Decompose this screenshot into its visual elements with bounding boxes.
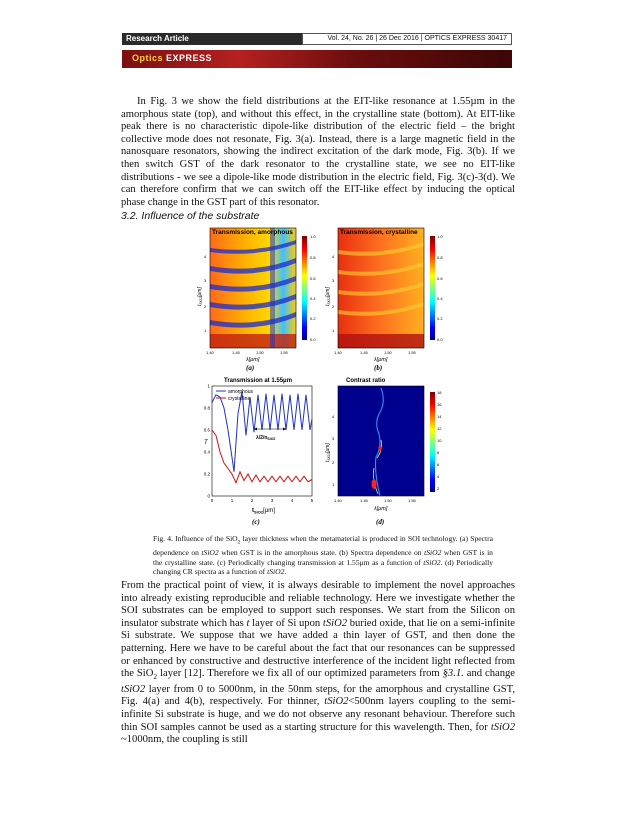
y-tick: 1 — [332, 328, 335, 333]
x-tick: 1.45 — [232, 350, 240, 355]
x-tick: 1.40 — [206, 350, 214, 355]
cbar-d-tick: 6 — [437, 462, 440, 467]
x-tick: 1.55 — [280, 350, 288, 355]
panel-a-title: Transmission, amorphous — [212, 229, 293, 236]
y-tick-c: 0.6 — [203, 427, 210, 433]
cbar-d-tick: 16 — [437, 402, 442, 407]
panel-b-label: (b) — [374, 364, 383, 372]
y-tick: 2 — [204, 304, 207, 309]
y-axis-label-c: T — [204, 440, 208, 446]
panel-a-colorbar — [302, 236, 307, 340]
x-tick: 1.50 — [384, 350, 392, 355]
cbar-d-tick: 12 — [437, 426, 442, 431]
y-tick: 4 — [332, 254, 335, 259]
y-tick-c: 0.4 — [203, 449, 210, 455]
period-annotation: $\lambda/2/n_{SiO2}$ — [256, 435, 276, 441]
section-label: Research Article — [126, 34, 189, 43]
cbar-a-tick: 0.0 — [310, 337, 316, 342]
panel-d-title: Contrast ratio — [346, 378, 386, 384]
x-axis-label: λ[μm] — [374, 506, 388, 512]
cbar-a-tick: 0.8 — [310, 255, 316, 260]
y-tick-c: 0.8 — [203, 405, 210, 411]
x-axis-label: λ[μm] — [246, 357, 260, 363]
y-axis-label — [197, 287, 203, 306]
figure-caption: Fig. 4. Influence of the SiO$_2$ layer thickness when the metamaterial is produced in SOI technology. (a) Spectra dependence on tSiO2 when GST is in the amorphous state. (b) Spectra dependence on tSiO2 when GST is in the crystalline state. (c) Periodically changing transmission at 1.55μm as a function of tSiO2. (d) Periodically changing CR spectra as a function of tSiO2. — [153, 534, 494, 577]
paragraph-fig3: In Fig. 3 we show the field distributions at the EIT-like resonance at 1.55µm in the amorphous state (top), and without this effect, in the crystalline state (bottom). At EIT-like peak there is no characteristic dipole-like distribution of the electric field – the bright collective mode does not resonate, Fig. 3(a). Instead, there is a large magnetic field in the nanosquare resonators, showing the indirect excitation of the dark mode, Fig. 3(b). If we then switch GST of the dark resonator to the crystalline state, we see no EIT-like distributions - we see a dipole-like mode distribution in the electric field, Fig. 3(c)-3(d). We can therefore confirm that we can switch off the EIT-like effect by inducing the optical phase change in the GST part of this resonator. — [121, 96, 515, 208]
svg-text:tSiO2[μm]: $t_{SiO2}[\mu m]$ — [197, 287, 203, 306]
x-tick-c: 2 — [250, 498, 254, 503]
cbar-d-tick: 8 — [437, 450, 440, 455]
svg-text:tSiO2[μm]: $t_{SiO2}[\mu m]$ — [325, 287, 331, 306]
figure-4 — [196, 222, 446, 528]
x-tick: 1.40 — [334, 350, 342, 355]
panel-a — [197, 228, 316, 372]
journal-reference: Vol. 24, No. 26 | 26 Dec 2016 | OPTICS EXPRESS 30417 — [302, 33, 512, 45]
cbar-a-tick: 0.6 — [310, 276, 316, 281]
x-axis-label: λ[μm] — [374, 357, 388, 363]
y-tick: 3 — [332, 436, 335, 441]
legend-crystalline: crystalline — [228, 396, 251, 402]
cbar-b-tick: 0.8 — [437, 255, 443, 260]
legend-amorphous: amorphous — [228, 389, 254, 395]
y-tick: 1 — [332, 482, 335, 487]
y-tick: 3 — [332, 278, 335, 283]
x-tick: 1.55 — [408, 350, 416, 355]
panel-c-title: Transmission at 1.55μm — [224, 378, 293, 384]
cbar-b-tick: 0.2 — [437, 316, 443, 321]
cbar-b-tick: 0.6 — [437, 276, 443, 281]
x-tick-c: 0 — [210, 498, 214, 503]
panel-c-label: (c) — [252, 518, 260, 526]
panel-b — [325, 228, 443, 372]
y-tick-c: 0 — [207, 493, 210, 499]
panel-b-title: Transmission, crystalline — [340, 229, 418, 236]
x-tick: 1.50 — [256, 350, 264, 355]
panel-c — [204, 378, 314, 526]
cbar-a-tick: 0.4 — [310, 296, 316, 301]
x-tick-c: 5 — [310, 498, 314, 503]
cbar-d-tick: 18 — [437, 390, 442, 395]
cbar-a-tick: 1.0 — [310, 234, 316, 239]
cbar-d-tick: 2 — [437, 486, 440, 491]
x-tick: 1.40 — [334, 498, 342, 503]
y-axis-label — [325, 443, 331, 462]
y-tick: 3 — [204, 278, 207, 283]
cbar-b-tick: 0.0 — [437, 337, 443, 342]
panel-d — [325, 378, 442, 526]
journal-logo: Optics EXPRESS — [132, 53, 213, 63]
x-tick-c: 1 — [230, 498, 234, 503]
y-tick-c: 1 — [207, 383, 210, 389]
y-tick: 2 — [332, 460, 335, 465]
cbar-b-tick: 0.4 — [437, 296, 443, 301]
x-tick: 1.45 — [360, 498, 368, 503]
cbar-d-tick: 14 — [437, 414, 442, 419]
y-tick: 4 — [204, 254, 207, 259]
panel-d-label: (d) — [376, 518, 385, 526]
y-tick-c: 0.2 — [203, 471, 210, 477]
y-axis-label — [325, 287, 331, 306]
paragraph-substrate: From the practical point of view, it is always desirable to implement the novel approaches into already existing reproducible and reliable technology. Here we investigate whether the SOI substrates can be employed to support such responses. We start from the Silicon on insulator substrate which has t layer of Si upon tSiO2 buried oxide, that lie on a semi-infinite Si substrate. We suppose that we have added a thin layer of GST, and then done the patterning. Here we have to be careful about the fact that our resonances can be suppressed or enhanced by constructive and destructive interference of the incident light reflected from the SiO$_2$ layer [12]. Therefore we fix all of our optimized parameters from §3.1. and change tSiO2 layer from 0 to 5000nm, in the 50nm steps, for the amorphous and crystalline GST, Fig. 4(a) and 4(b), respectively. For thinner, tSiO2<500nm layers coupling to the semi-infinite Si substrate is huge, and we do not observe any resonant behaviour. Therefore such thin SOI samples cannot be used as a starting structure for this wavelength. Then, for tSiO2 ~1000nm, the coupling is still — [121, 580, 516, 746]
x-axis-label-c: $t_{SiO2}[\mu m]$ — [252, 508, 275, 515]
section-heading: 3.2. Influence of the substrate — [121, 210, 260, 222]
x-tick-c: 3 — [270, 498, 274, 503]
x-tick: 1.45 — [360, 350, 368, 355]
y-tick: 2 — [332, 304, 335, 309]
y-tick: 1 — [204, 328, 207, 333]
panel-b-colorbar — [430, 236, 435, 340]
panel-d-colorbar — [430, 392, 435, 492]
panel-a-label: (a) — [246, 364, 255, 372]
cbar-d-tick: 4 — [437, 474, 440, 479]
x-tick-c: 4 — [290, 498, 294, 503]
svg-text:tSiO2[μm]: $t_{SiO2}[\mu m]$ — [325, 443, 331, 462]
cbar-d-tick: 10 — [437, 438, 442, 443]
cbar-a-tick: 0.2 — [310, 316, 316, 321]
y-tick: 4 — [332, 414, 335, 419]
cbar-b-tick: 1.0 — [437, 234, 443, 239]
x-tick: 1.50 — [384, 498, 392, 503]
x-tick: 1.55 — [408, 498, 416, 503]
